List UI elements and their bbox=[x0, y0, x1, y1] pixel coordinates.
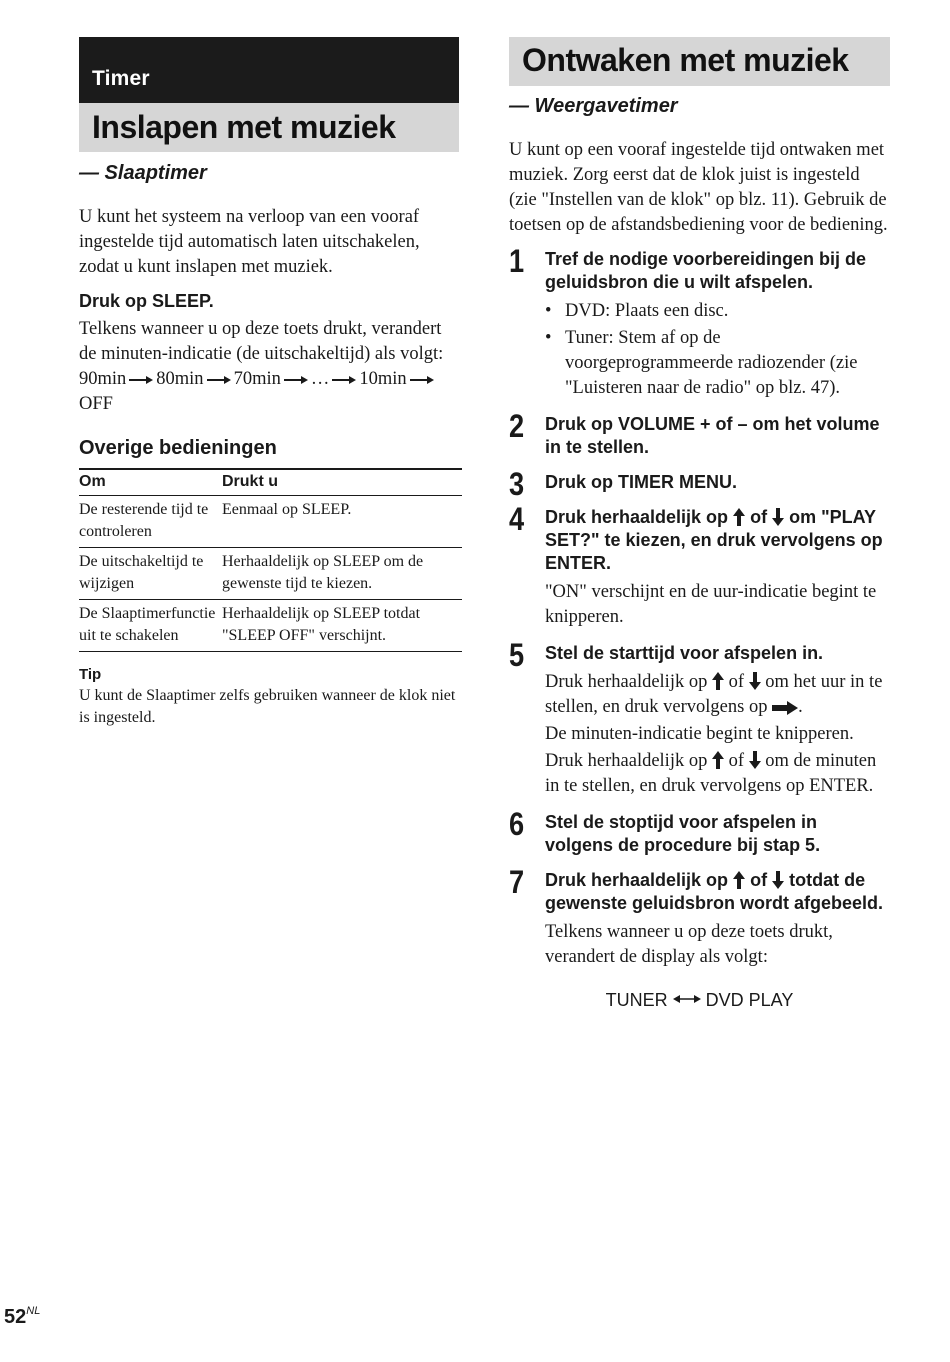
step-paragraph bbox=[545, 670, 890, 720]
sequence-item: OFF bbox=[79, 394, 113, 414]
step-heading-text: Druk herhaaldelijk op bbox=[545, 870, 729, 890]
page-title: Ontwaken met muziek bbox=[509, 37, 890, 86]
step-number: 1 bbox=[509, 243, 525, 279]
column-header: Om bbox=[79, 469, 222, 496]
sequence-item: 90min bbox=[79, 369, 127, 389]
list-item: • Tuner: Stem af op de voorgeprogrammeerde radiozender (zie "Luisteren naar de radio" op blz. 47). bbox=[545, 326, 890, 401]
right-arrow-icon bbox=[128, 375, 154, 385]
table-row bbox=[79, 600, 462, 652]
list-item: • DVD: Plaats een disc. bbox=[545, 299, 890, 324]
table-header-row bbox=[79, 469, 462, 496]
left-column bbox=[79, 37, 459, 729]
display-mode: DVD PLAY bbox=[705, 990, 794, 1010]
step-heading bbox=[545, 506, 890, 575]
step-text: Druk herhaaldelijk op bbox=[545, 672, 708, 692]
sleep-sequence bbox=[79, 367, 459, 417]
down-arrow-icon bbox=[772, 871, 784, 889]
tip-text: U kunt de Slaaptimer zelfs gebruiken wanneer de klok niet is ingesteld. bbox=[79, 687, 456, 726]
step-1 bbox=[509, 243, 890, 401]
step-text: om het uur in te stellen, en druk vervolgens op bbox=[545, 672, 883, 717]
display-cycle bbox=[509, 990, 890, 1011]
subtitle: — Slaaptimer bbox=[79, 162, 207, 184]
up-arrow-icon bbox=[712, 751, 724, 769]
step-number: 7 bbox=[509, 864, 525, 900]
table-cell: Herhaaldelijk op SLEEP om de gewenste tijd te kiezen. bbox=[222, 548, 462, 600]
step-number: 6 bbox=[509, 806, 525, 842]
step-heading: Stel de starttijd voor afspelen in. bbox=[545, 643, 824, 663]
other-controls-heading: Overige bedieningen bbox=[79, 437, 277, 459]
table-row bbox=[79, 548, 462, 600]
table-cell: De Slaaptimerfunctie uit te schakelen bbox=[79, 600, 222, 652]
down-arrow-icon bbox=[749, 751, 761, 769]
operations-table bbox=[79, 468, 462, 652]
step-6 bbox=[509, 806, 890, 857]
down-arrow-icon bbox=[772, 508, 784, 526]
step-body: Telkens wanneer u op deze toets drukt, verandert de display als volgt: bbox=[545, 922, 833, 967]
step-number: 2 bbox=[509, 408, 525, 444]
right-column bbox=[509, 37, 890, 1011]
step-paragraph: De minuten-indicatie begint te knipperen. bbox=[545, 724, 854, 744]
sequence-item: 70min bbox=[233, 369, 281, 389]
sequence-item: … bbox=[310, 369, 330, 389]
right-arrow-icon bbox=[206, 375, 232, 385]
down-arrow-icon bbox=[749, 672, 761, 690]
step-body bbox=[545, 299, 890, 401]
step-body bbox=[545, 670, 890, 799]
step-heading: Stel de stoptijd voor afspelen in volgens de procedure bij stap 5. bbox=[545, 812, 821, 855]
sequence-item: 10min bbox=[359, 369, 407, 389]
subtitle: — Weergavetimer bbox=[509, 95, 678, 117]
step-7 bbox=[509, 864, 890, 970]
table-cell: Eenmaal op SLEEP. bbox=[222, 496, 462, 548]
up-arrow-icon bbox=[712, 672, 724, 690]
section-header: Timer bbox=[79, 37, 459, 103]
step-heading: Druk op TIMER MENU. bbox=[545, 472, 737, 492]
table-cell: De resterende tijd te controleren bbox=[79, 496, 222, 548]
right-arrow-icon bbox=[331, 375, 357, 385]
page-title: Inslapen met muziek bbox=[79, 103, 459, 152]
table-row bbox=[79, 496, 462, 548]
double-arrow-icon bbox=[673, 993, 701, 1005]
instruction-heading: Druk op SLEEP. bbox=[79, 291, 214, 311]
intro-paragraph: U kunt het systeem na verloop van een vooraf ingestelde tijd automatisch laten uitschakelen, zodat u kunt inslapen met muziek. bbox=[79, 207, 420, 277]
step-4 bbox=[509, 501, 890, 630]
step-paragraph bbox=[545, 749, 890, 799]
step-number: 4 bbox=[509, 501, 525, 537]
step-heading-text: om "PLAY SET?" te kiezen, en druk vervolgens op ENTER. bbox=[545, 507, 883, 573]
step-3 bbox=[509, 466, 890, 502]
right-arrow-icon bbox=[409, 375, 435, 385]
step-text: of bbox=[728, 672, 745, 692]
step-body: "ON" verschijnt en de uur-indicatie begint te knipperen. bbox=[545, 582, 877, 627]
step-text: of bbox=[728, 751, 745, 771]
step-text: om de minuten in te stellen, en druk vervolgens op ENTER. bbox=[545, 751, 877, 796]
sequence-item: 80min bbox=[156, 369, 204, 389]
step-number: 5 bbox=[509, 637, 525, 673]
step-heading: Tref de nodige voorbereidingen bij de geluidsbron die u wilt afspelen. bbox=[545, 249, 867, 292]
step-heading-text: totdat de gewenste geluidsbron wordt afgebeeld. bbox=[545, 870, 884, 913]
step-5 bbox=[509, 637, 890, 799]
tip-heading: Tip bbox=[79, 666, 102, 683]
column-header: Drukt u bbox=[222, 469, 462, 496]
up-arrow-icon bbox=[733, 508, 745, 526]
instruction-body: Telkens wanneer u op deze toets drukt, verandert de minuten-indicatie (de uitschakeltijd) als volgt: bbox=[79, 319, 444, 364]
step-2 bbox=[509, 408, 890, 459]
page-language: NL bbox=[26, 1305, 41, 1317]
right-arrow-icon bbox=[283, 375, 309, 385]
intro-paragraph: U kunt op een vooraf ingestelde tijd ontwaken met muziek. Zorg eerst dat de klok juist is ingesteld (zie "Instellen van de klok" op blz. 11). Gebruik de toetsen op de afstandsbediening voor de bediening. bbox=[509, 140, 888, 235]
step-heading bbox=[545, 869, 890, 915]
step-text: Druk herhaaldelijk op bbox=[545, 751, 708, 771]
display-mode: TUNER bbox=[605, 990, 668, 1010]
page-number-value: 52 bbox=[4, 1306, 27, 1328]
step-heading-text: of bbox=[750, 870, 768, 890]
step-heading-text: of bbox=[750, 507, 768, 527]
step-heading: Druk op VOLUME + of – om het volume in te stellen. bbox=[545, 414, 880, 457]
table-cell: De uitschakeltijd te wijzigen bbox=[79, 548, 222, 600]
step-text: . bbox=[798, 697, 803, 717]
step-heading-text: Druk herhaaldelijk op bbox=[545, 507, 729, 527]
table-cell: Herhaaldelijk op SLEEP totdat "SLEEP OFF" verschijnt. bbox=[222, 600, 462, 652]
up-arrow-icon bbox=[733, 871, 745, 889]
right-arrow-icon bbox=[772, 701, 798, 715]
page-number bbox=[4, 1305, 40, 1329]
step-number: 3 bbox=[509, 466, 525, 502]
